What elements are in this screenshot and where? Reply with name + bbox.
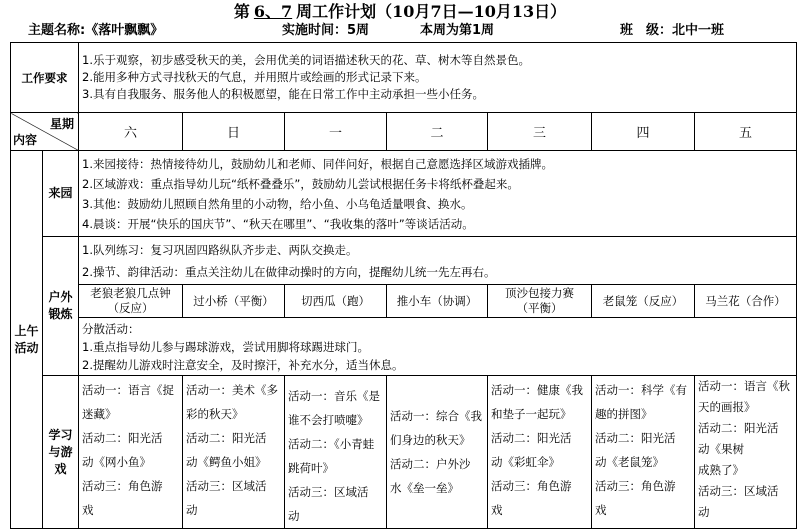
weekday-header: 一 — [285, 113, 387, 151]
activity-line: 和垫子一起玩》 — [491, 407, 572, 421]
outdoor-drills — [79, 237, 797, 285]
free-play-content — [79, 318, 797, 376]
activity-line: 动 — [186, 503, 198, 517]
outdoor-drill-row — [11, 237, 797, 285]
activity-line: 活动三：区域活 — [698, 484, 779, 498]
activity-line: 活动三：角色游 — [491, 479, 572, 493]
activity-line: 动《彩虹伞》 — [491, 455, 560, 469]
activity-line: 活动一：健康《我 — [491, 383, 583, 397]
activity-line: 活动二：阳光活 — [698, 421, 779, 435]
corner-label-weekday: 星期 — [49, 117, 74, 131]
activity-line: 谁不会打喷嚏》 — [288, 413, 369, 427]
arrival-item: 3.其他：鼓励幼儿照顾自然角里的小动物，给小鱼、小乌龟适量喂食、换水。 — [82, 196, 473, 211]
drill-item: 2.操节、韵律活动：重点关注幼儿在做律动操时的方向，提醒幼儿统一先左再右。 — [82, 264, 496, 279]
arrival-item: 1.来园接待：热情接待幼儿，鼓励幼儿和老师、同伴问好，根据自己意愿选择区域游戏插牌。 — [82, 156, 553, 171]
game-cell: 顶沙包接力赛 （平衡） — [488, 285, 592, 318]
weekday-header: 五 — [695, 113, 797, 151]
activity-line: 活动二：阳光活 — [186, 431, 267, 445]
activity-line: 跳荷叶》 — [288, 461, 334, 475]
morning-activities-label: 上午 活动 — [11, 151, 43, 529]
outdoor-games-row — [11, 285, 797, 318]
title-weeks: 6、7 — [253, 2, 293, 21]
page-title — [0, 2, 800, 22]
activity-line: 天的画报》 — [698, 400, 756, 414]
title-suffix: 周工作计划（10月7日—10月13日） — [296, 2, 567, 21]
work-requirements-content — [79, 43, 797, 113]
requirement-item: 2.能用多种方式寻找秋天的气息，并用照片或绘画的形式记录下来。 — [82, 70, 427, 84]
game-cell: 老狼老狼几点钟 （反应） — [79, 285, 183, 318]
activity-line: 活动二：阳光活 — [491, 431, 572, 445]
activity-line: 活动三：区域活 — [186, 479, 267, 493]
learning-day-cell — [183, 376, 285, 529]
activity-line: 动《果树 — [698, 442, 744, 456]
requirement-item: 1.乐于观察，初步感受秋天的美，会用优美的词语描述秋天的花、草、树木等自然景色。 — [82, 53, 530, 67]
game-cell: 切西瓜（跑） — [285, 285, 387, 318]
game-cell: 推小车（协调） — [387, 285, 488, 318]
activity-line: 活动三：角色游 — [82, 479, 163, 493]
game-cell: 过小桥（平衡） — [183, 285, 285, 318]
arrival-item: 4.晨谈：开展“快乐的国庆节”、“秋天在哪里”、“我收集的落叶”等谈话活动。 — [82, 216, 474, 231]
activity-line: 活动一：美术《多 — [186, 383, 278, 397]
activity-line: 活动二：阳光活 — [82, 431, 163, 445]
corner-label-content: 内容 — [13, 133, 38, 147]
free-play-item: 2.提醒幼儿游戏时注意安全，及时擦汗，补充水分，适当休息。 — [82, 357, 404, 372]
weekday-header: 日 — [183, 113, 285, 151]
weekday-header-row — [11, 113, 797, 151]
arrival-content — [79, 151, 797, 237]
outdoor-exercise-label: 户外 锻炼 — [43, 237, 79, 376]
game-cell: 老鼠笼（反应） — [592, 285, 695, 318]
free-play-row — [11, 318, 797, 376]
learning-day-cell — [285, 376, 387, 529]
activity-line: 彩的秋天》 — [186, 407, 244, 421]
theme-name: 主题名称:《落叶飘飘》 — [28, 23, 164, 38]
current-week: 本周为第1周 — [420, 23, 495, 38]
game-cell: 马兰花（合作） — [695, 285, 797, 318]
learning-day-cell — [592, 376, 695, 529]
implementation-time: 实施时间：5周 — [282, 23, 370, 38]
weekly-plan-table — [10, 42, 797, 529]
activity-line: 水《垒一垒》 — [390, 481, 459, 495]
arrival-row — [11, 151, 797, 237]
activity-line: 活动二：户外沙 — [390, 457, 471, 471]
work-requirements-row — [11, 43, 797, 113]
activity-line: 活动二：阳光活 — [595, 431, 676, 445]
activity-line: 戏 — [491, 503, 503, 517]
activity-line: 们身边的秋天》 — [390, 433, 471, 447]
learning-day-cell — [488, 376, 592, 529]
activity-line: 活动一：语言《捉 — [82, 383, 174, 397]
activity-line: 活动三：角色游 — [595, 479, 676, 493]
activity-line: 活动二：《小青蛙 — [288, 437, 375, 451]
activity-line: 活动一：语言《秋 — [698, 379, 790, 393]
weekday-header: 三 — [488, 113, 592, 151]
requirement-item: 3.具有自我服务、服务他人的积极愿望，能在日常工作中主动承担一些小任务。 — [82, 87, 484, 101]
activity-line: 成熟了》 — [698, 463, 744, 477]
activity-line: 趣的拼图》 — [595, 407, 653, 421]
activity-line: 戏 — [82, 503, 94, 517]
free-play-item: 分散活动： — [82, 321, 140, 336]
learning-and-play-label: 学习 与游 戏 — [43, 376, 79, 529]
activity-line: 动《老鼠笼》 — [595, 455, 664, 469]
learning-day-cell — [79, 376, 183, 529]
activity-line: 动 — [288, 509, 300, 523]
weekday-header: 二 — [387, 113, 488, 151]
activity-line: 动《鳄鱼小姐》 — [186, 455, 267, 469]
weekday-header: 四 — [592, 113, 695, 151]
arrival-item: 2.区域游戏：重点指导幼儿玩“纸杯叠叠乐”，鼓励幼儿尝试根据任务卡将纸杯叠起来。 — [82, 176, 519, 191]
diagonal-header-cell — [11, 113, 79, 151]
arrival-label: 来园 — [43, 151, 79, 237]
drill-item: 1.队列练习：复习巩固四路纵队齐步走、两队交换走。 — [82, 242, 358, 257]
weekday-header: 六 — [79, 113, 183, 151]
learning-row — [11, 376, 797, 529]
activity-line: 活动一：科学《有 — [595, 383, 687, 397]
activity-line: 活动一：音乐《是 — [288, 389, 380, 403]
title-prefix: 第 — [233, 2, 250, 21]
work-requirements-label: 工作要求 — [11, 43, 79, 113]
class-name: 班 级：北中一班 — [620, 23, 725, 38]
learning-day-cell — [695, 376, 797, 529]
activity-line: 活动三：区域活 — [288, 485, 369, 499]
activity-line: 动 — [698, 505, 710, 519]
activity-line: 迷藏》 — [82, 407, 117, 421]
activity-line: 活动一：综合《我 — [390, 409, 482, 423]
activity-line: 动《网小鱼》 — [82, 455, 151, 469]
learning-day-cell — [387, 376, 488, 529]
activity-line: 戏 — [595, 503, 607, 517]
free-play-item: 1.重点指导幼儿参与踢球游戏，尝试用脚将球踢进球门。 — [82, 339, 369, 354]
